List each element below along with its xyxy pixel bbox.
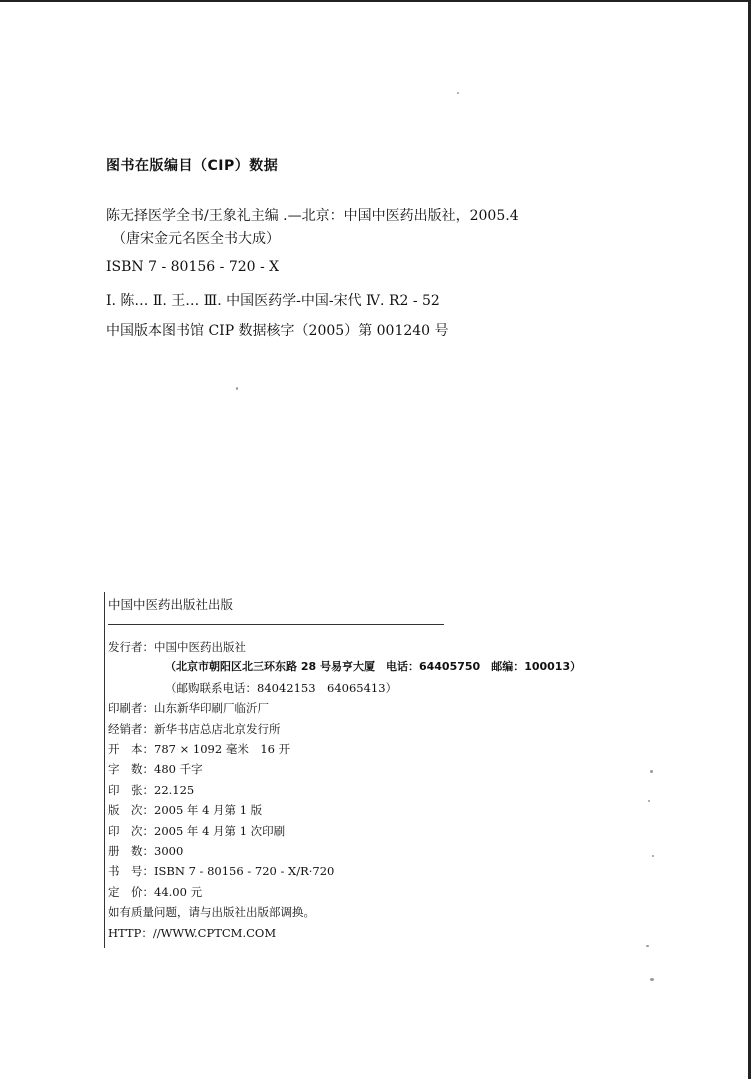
publisher-header: 中国中医药出版社出版 xyxy=(108,597,234,612)
cip-isbn: ISBN 7 - 80156 - 720 - X xyxy=(106,259,280,275)
quality-note: 如有质量问题，请与出版社出版部调换。 xyxy=(108,905,315,920)
mail-order-row: （邮购联系电话：84042153 64065413） xyxy=(165,680,398,695)
scan-speck xyxy=(650,770,653,773)
edition-row xyxy=(108,800,608,820)
edition-label: 版 次： xyxy=(108,803,154,818)
format-value: 787 × 1092 毫米 16 开 xyxy=(154,742,291,757)
price-label: 定 价： xyxy=(108,884,154,899)
website-link[interactable]: HTTP：//WWW.CPTCM.COM xyxy=(108,925,277,940)
scan-speck xyxy=(236,387,238,390)
price-value: 44.00 元 xyxy=(154,884,203,899)
scan-speck xyxy=(457,92,459,94)
book-number-label: 书 号： xyxy=(108,864,154,879)
publication-info-block xyxy=(104,592,608,948)
printer-value: 山东新华印刷厂临沂厂 xyxy=(154,701,269,716)
format-label: 开 本： xyxy=(108,742,154,757)
word-count-row xyxy=(108,759,608,779)
distributor-value: 中国中医药出版社 xyxy=(154,640,246,654)
seller-row xyxy=(108,719,608,739)
distributor-label: 发行者： xyxy=(108,640,154,654)
page-edge-top xyxy=(0,0,751,2)
format-row xyxy=(108,739,608,759)
book-number-row xyxy=(108,861,608,881)
cip-title: 图书在版编目（CIP）数据 xyxy=(106,158,279,174)
scan-speck xyxy=(650,978,654,981)
word-count-label: 字 数： xyxy=(108,762,154,777)
seller-label: 经销者： xyxy=(108,721,154,736)
cip-classification: Ⅰ. 陈… Ⅱ. 王… Ⅲ. 中国医药学-中国-宋代 Ⅳ. R2 - 52 xyxy=(106,293,440,309)
printing-row xyxy=(108,821,608,841)
scan-speck xyxy=(646,945,649,947)
word-count-value: 480 千字 xyxy=(154,762,203,777)
cip-bibliographic-line: 陈无择医学全书/王象礼主编 .—北京：中国中医药出版社，2005.4 xyxy=(106,208,519,224)
copies-value: 3000 xyxy=(154,844,184,859)
sheets-label: 印 张： xyxy=(108,782,154,797)
sheets-value: 22.125 xyxy=(154,782,195,797)
distributor-row xyxy=(108,637,608,657)
divider xyxy=(108,624,444,625)
seller-value: 新华书店总店北京发行所 xyxy=(154,721,281,736)
scan-speck xyxy=(652,855,654,857)
copies-label: 册 数： xyxy=(108,844,154,859)
address-row: （北京市朝阳区北三环东路 28 号易亨大厦 电话：64405750 邮编：100013） xyxy=(165,660,582,674)
copies-row xyxy=(108,841,608,861)
book-number-value: ISBN 7 - 80156 - 720 - X/R·720 xyxy=(154,864,335,879)
printing-label: 印 次： xyxy=(108,823,154,838)
sheets-row xyxy=(108,780,608,800)
cip-series: （唐宋金元名医全书大成） xyxy=(112,231,280,247)
cip-catalog-number: 中国版本图书馆 CIP 数据核字（2005）第 001240 号 xyxy=(106,323,449,339)
price-row xyxy=(108,882,608,902)
printer-label: 印刷者： xyxy=(108,701,154,716)
printing-value: 2005 年 4 月第 1 次印刷 xyxy=(154,823,286,838)
printer-row xyxy=(108,698,608,718)
edition-value: 2005 年 4 月第 1 版 xyxy=(154,803,263,818)
scan-speck xyxy=(648,800,650,802)
